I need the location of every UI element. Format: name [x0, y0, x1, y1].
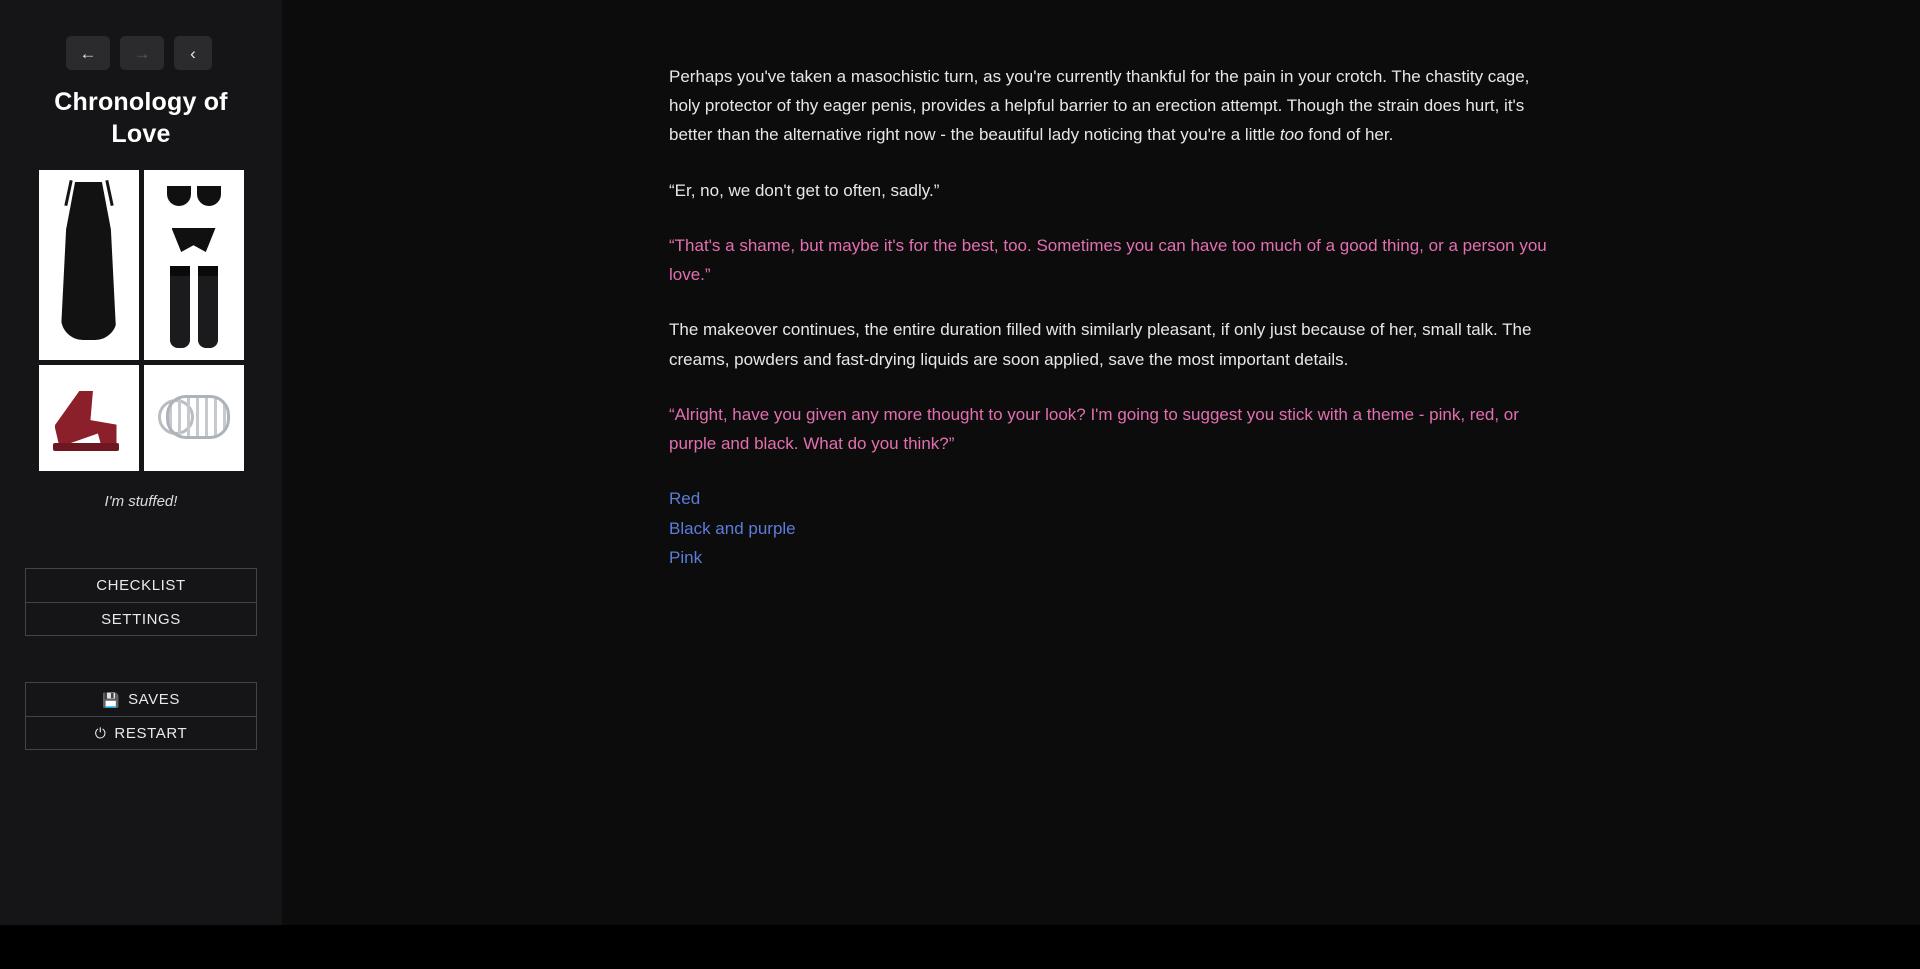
- red-heels-thumbnail[interactable]: [39, 365, 139, 471]
- restart-button[interactable]: [25, 716, 257, 750]
- dialogue-paragraph: “That's a shame, but maybe it's for the best, too. Sometimes you can have too much of a good thing, or a person you love.”: [669, 235, 1547, 285]
- bra-icon: [167, 186, 221, 208]
- dress-shape-icon: [61, 182, 117, 340]
- narration-paragraph: Perhaps you've taken a masochistic turn, as you're currently thankful for the pain in your crotch. The chastity cage, holy protector of thy eager penis, provides a helpful barrier to an erection attempt. Though the strain does hurt, it's better than the alternative right now - the beautiful lady noticing that you're a little too fond of her.: [669, 67, 1530, 145]
- sidebar-nav-row: [0, 0, 282, 70]
- passage-paragraphs: [669, 62, 1549, 458]
- sidebar: [0, 0, 282, 925]
- arrow-left-icon: ←: [79, 43, 97, 63]
- save-icon: 💾: [102, 691, 121, 708]
- stocking-left-icon: [170, 266, 190, 348]
- checklist-button[interactable]: [25, 568, 257, 602]
- settings-button[interactable]: [25, 602, 257, 636]
- inventory-thumbnails: [39, 170, 244, 471]
- footer-strip: [0, 925, 1920, 969]
- narration-paragraph: The makeover continues, the entire duration filled with similarly pleasant, if only just because of her, small talk. The creams, powders and fast-drying liquids are soon applied, save the most important details.: [669, 320, 1532, 369]
- main-pane: [282, 0, 1920, 925]
- forward-button[interactable]: [120, 36, 164, 70]
- power-icon: ⏻: [94, 725, 107, 741]
- emphasis-text: too: [1279, 125, 1304, 145]
- arrow-right-icon: →: [133, 43, 151, 63]
- narration-paragraph: “Er, no, we don't get to often, sadly.”: [669, 180, 940, 200]
- saves-button[interactable]: [25, 682, 257, 716]
- heel-sole-icon: [53, 443, 119, 451]
- sidebar-menu-primary: [25, 568, 257, 636]
- checklist-label: CHECKLIST: [96, 577, 186, 594]
- lingerie-thumbnail[interactable]: [144, 170, 244, 360]
- cage-body-icon: [166, 395, 230, 439]
- stocking-right-icon: [198, 266, 218, 348]
- sidebar-collapse-button[interactable]: [174, 36, 212, 70]
- choice-pink[interactable]: Pink: [669, 547, 703, 567]
- dialogue-paragraph: “Alright, have you given any more thought to your look? I'm going to suggest you stick with a theme - pink, red, or purple and black. What do you think?”: [669, 404, 1519, 454]
- dress-strap-right-icon: [105, 180, 113, 206]
- choice-black-and-purple[interactable]: Black and purple: [669, 518, 796, 538]
- briefs-icon: [172, 228, 216, 252]
- game-title: Chronology of Love: [54, 88, 228, 148]
- chevron-left-icon: ‹: [190, 43, 196, 63]
- settings-label: SETTINGS: [101, 610, 181, 628]
- black-dress-thumbnail[interactable]: [39, 170, 139, 360]
- back-button[interactable]: [66, 36, 110, 70]
- choice-red[interactable]: Red: [669, 489, 701, 509]
- status-note: I'm stuffed!: [104, 493, 178, 510]
- restart-label: RESTART: [114, 724, 188, 742]
- story-passage: [669, 62, 1549, 572]
- saves-label: SAVES: [128, 691, 180, 708]
- choice-list: [669, 484, 1549, 572]
- sidebar-menu-secondary: [25, 682, 257, 750]
- heel-shape-icon: [55, 391, 117, 447]
- chastity-cage-thumbnail[interactable]: [144, 365, 244, 471]
- dress-strap-left-icon: [64, 180, 72, 206]
